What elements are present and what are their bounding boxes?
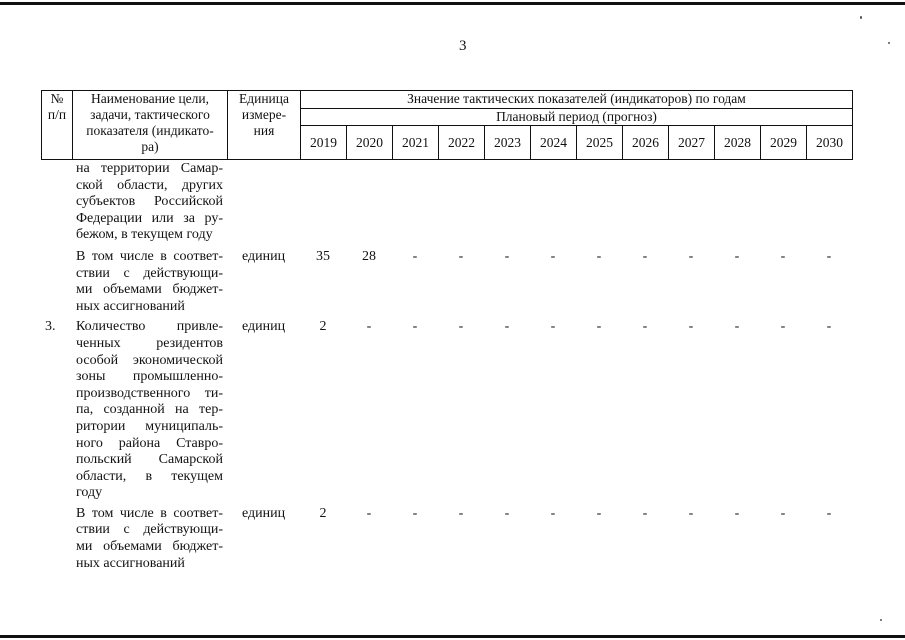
page-number: 3 [459, 38, 467, 54]
row-value: - [734, 505, 740, 521]
row-name-line: бежом, в текущем году [76, 227, 213, 243]
header-name-line: задачи, тактического [90, 107, 210, 122]
row-value: - [412, 248, 418, 264]
table-row [41, 161, 855, 244]
row-unit: единиц [241, 319, 286, 335]
header-unit-line: измере- [241, 107, 287, 122]
row-name-line: особой экономической [76, 352, 223, 368]
row-value: - [826, 505, 832, 521]
row-name-line: ской области, других [76, 177, 223, 193]
scan-speck [860, 16, 862, 19]
row-value: - [596, 319, 602, 335]
row-name-line: области, в текущем [76, 468, 223, 484]
row-value: 35 [316, 248, 330, 264]
header-unit-cell [228, 91, 301, 160]
row-name-line: производственного ти- [76, 385, 223, 401]
row-name-line: ченных резидентов [76, 335, 223, 351]
row-value: - [504, 505, 510, 521]
row-name-line: В том числе в соответ- [76, 505, 223, 521]
row-value: - [504, 248, 510, 264]
scan-speck [880, 619, 882, 621]
row-value: - [458, 505, 464, 521]
row-name-line: ных ассигнований [76, 298, 185, 314]
row-value: - [688, 505, 694, 521]
row-name-line: ных ассигнований [76, 555, 185, 571]
table-row [41, 249, 855, 315]
row-value: - [780, 319, 786, 335]
row-value: - [826, 319, 832, 335]
row-value: - [504, 319, 510, 335]
row-value: - [596, 505, 602, 521]
row-value: - [366, 319, 372, 335]
row-name-line: субъектов Российской [76, 194, 223, 210]
row-number [41, 506, 72, 572]
row-number: 3. [45, 319, 56, 335]
header-name-line: ра) [141, 139, 159, 154]
row-name-line: Федерации или за ру- [76, 210, 223, 226]
row-value: - [412, 319, 418, 335]
row-value: - [688, 248, 694, 264]
row-value: - [642, 248, 648, 264]
row-value: 28 [362, 248, 376, 264]
header-unit-line: Единица [238, 91, 289, 106]
header-year: 2020 [347, 126, 393, 160]
header-year: 2028 [715, 126, 761, 160]
row-value: - [458, 319, 464, 335]
table-header [41, 90, 853, 160]
row-value: - [412, 505, 418, 521]
header-name-line: показателя (индикато- [86, 123, 214, 138]
row-name-line: ствии с действующи- [76, 522, 223, 538]
row-value: 2 [319, 505, 327, 521]
header-num-cell [42, 91, 73, 160]
row-name-line: ми объемами бюджет- [76, 282, 223, 298]
row-name-line: зоны промышленно- [76, 369, 223, 385]
row-value: - [734, 248, 740, 264]
row-name-line: ми объемами бюджет- [76, 539, 223, 555]
row-name [72, 506, 227, 572]
header-name-cell [73, 91, 228, 160]
table-body [41, 161, 855, 572]
header-num-line: № [50, 91, 64, 106]
row-value: - [780, 248, 786, 264]
table-row [41, 506, 855, 572]
header-year: 2030 [807, 126, 853, 160]
row-name [72, 319, 227, 502]
row-value: - [366, 505, 372, 521]
row-name-line: ритории муниципаль- [76, 418, 223, 434]
row-number [41, 249, 72, 315]
row-value: - [642, 505, 648, 521]
row-value: 2 [319, 319, 327, 335]
row-value: - [642, 319, 648, 335]
row-number [41, 161, 72, 244]
header-name-line: Наименование цели, [90, 91, 210, 106]
header-values-title: Значение тактических показателей (индикаторов) по годам [301, 91, 853, 109]
row-name-line: году [76, 485, 103, 501]
header-year: 2024 [531, 126, 577, 160]
row-value: - [780, 505, 786, 521]
scan-speck [888, 42, 890, 44]
header-num-line: п/п [47, 107, 67, 122]
header-year: 2021 [393, 126, 439, 160]
row-name-line: ствии с действующи- [76, 265, 223, 281]
header-plan-period: Плановый период (прогноз) [301, 109, 853, 126]
header-year: 2026 [623, 126, 669, 160]
header-year: 2025 [577, 126, 623, 160]
row-name [72, 161, 227, 244]
row-value: - [688, 319, 694, 335]
header-year: 2022 [439, 126, 485, 160]
row-value: - [550, 248, 556, 264]
table-row [41, 319, 855, 502]
top-border-line [0, 2, 905, 5]
row-value: - [596, 248, 602, 264]
header-year: 2023 [485, 126, 531, 160]
row-unit: единиц [241, 248, 286, 264]
row-name-line: Количество привле- [76, 319, 223, 335]
row-value: - [550, 319, 556, 335]
row-name-line: польский Самарской [76, 452, 223, 468]
row-value: - [826, 248, 832, 264]
header-year: 2027 [669, 126, 715, 160]
header-year: 2029 [761, 126, 807, 160]
row-value: - [458, 248, 464, 264]
header-year: 2019 [301, 126, 347, 160]
row-unit: единиц [241, 505, 286, 521]
row-name-line: ного района Ставро- [76, 435, 223, 451]
row-value: - [550, 505, 556, 521]
row-name-line: на территории Самар- [76, 161, 223, 176]
bottom-border-line [0, 635, 905, 638]
header-unit-line: ния [253, 123, 275, 138]
row-unit [227, 161, 300, 244]
row-name-line: па, созданной на тер- [76, 402, 223, 418]
row-value: - [734, 319, 740, 335]
row-name [72, 249, 227, 315]
row-name-line: В том числе в соответ- [76, 248, 223, 264]
